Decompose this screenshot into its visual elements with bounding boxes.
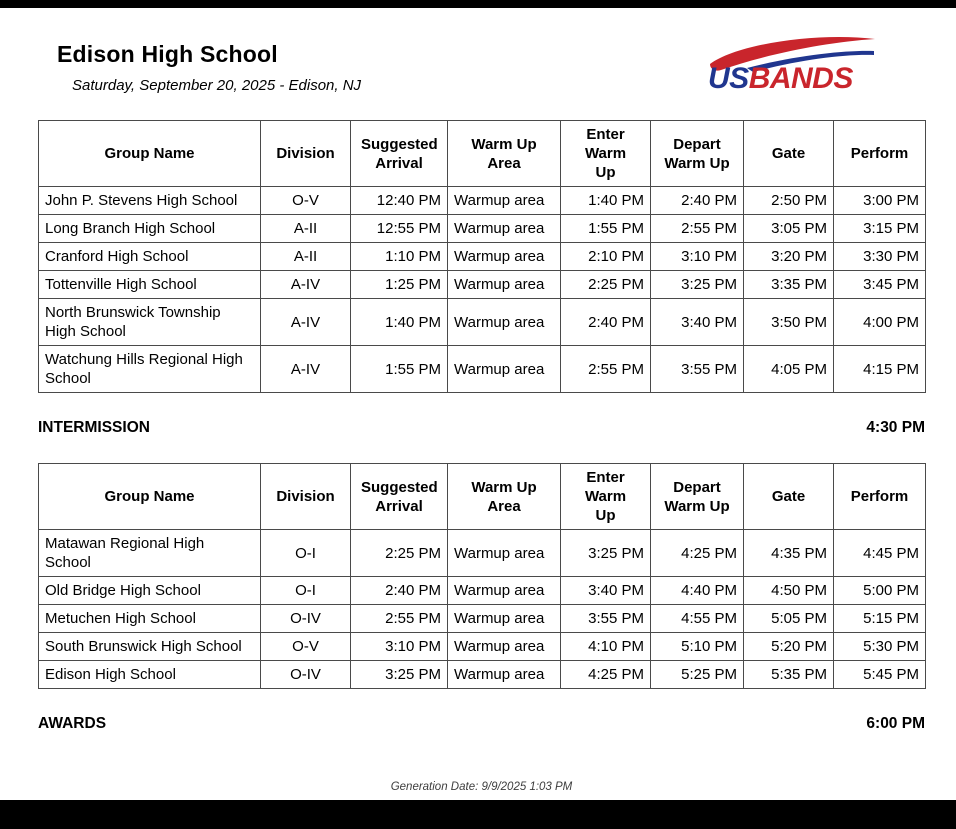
enter-warm-up-cell: 3:40 PM	[561, 577, 651, 605]
group-name-header: Group Name	[39, 464, 261, 530]
perform-cell: 5:30 PM	[834, 633, 926, 661]
division-cell: A-IV	[261, 271, 351, 299]
table-row	[39, 215, 926, 243]
group-name-cell: Cranford High School	[39, 243, 261, 271]
enter-warm-up-cell: 2:25 PM	[561, 271, 651, 299]
perform-header: Perform	[834, 121, 926, 187]
perform-cell: 3:30 PM	[834, 243, 926, 271]
enter-warm-up-cell: 3:55 PM	[561, 605, 651, 633]
group-name-cell: Watchung Hills Regional High School	[39, 346, 261, 393]
warm-up-area-cell: Warmup area	[448, 530, 561, 577]
group-name-cell: Tottenville High School	[39, 271, 261, 299]
table-row	[39, 661, 926, 689]
header-row	[39, 464, 926, 530]
gate-cell: 4:05 PM	[744, 346, 834, 393]
intermission-row	[38, 419, 925, 437]
depart-warm-up-cell: 4:40 PM	[651, 577, 744, 605]
table-row	[39, 346, 926, 393]
enter-warm-up-header: Enter Warm Up	[561, 121, 651, 187]
enter-warm-up-cell: 1:40 PM	[561, 187, 651, 215]
suggested-arrival-cell: 12:40 PM	[351, 187, 448, 215]
enter-warm-up-header: Enter Warm Up	[561, 464, 651, 530]
suggested-arrival-cell: 1:55 PM	[351, 346, 448, 393]
enter-warm-up-cell: 2:55 PM	[561, 346, 651, 393]
suggested-arrival-cell: 2:25 PM	[351, 530, 448, 577]
depart-warm-up-cell: 3:40 PM	[651, 299, 744, 346]
division-cell: O-I	[261, 577, 351, 605]
division-cell: O-V	[261, 633, 351, 661]
depart-warm-up-cell: 3:10 PM	[651, 243, 744, 271]
depart-warm-up-cell: 4:25 PM	[651, 530, 744, 577]
warm-up-area-header: Warm Up Area	[448, 121, 561, 187]
top-letterbox-bar	[0, 0, 956, 8]
depart-warm-up-header: Depart Warm Up	[651, 464, 744, 530]
warm-up-area-cell: Warmup area	[448, 633, 561, 661]
perform-cell: 5:00 PM	[834, 577, 926, 605]
depart-warm-up-cell: 2:55 PM	[651, 215, 744, 243]
perform-cell: 5:45 PM	[834, 661, 926, 689]
gate-cell: 5:20 PM	[744, 633, 834, 661]
division-cell: O-I	[261, 530, 351, 577]
group-name-cell: North Brunswick Township High School	[39, 299, 261, 346]
schedule-table-2	[38, 463, 926, 689]
enter-warm-up-cell: 1:55 PM	[561, 215, 651, 243]
intermission-label: INTERMISSION	[38, 419, 150, 436]
warm-up-area-cell: Warmup area	[448, 346, 561, 393]
gate-header: Gate	[744, 464, 834, 530]
gate-cell: 3:05 PM	[744, 215, 834, 243]
logo-wordmark	[708, 62, 853, 92]
awards-label: AWARDS	[38, 715, 107, 732]
perform-cell: 4:45 PM	[834, 530, 926, 577]
gate-cell: 4:35 PM	[744, 530, 834, 577]
gate-cell: 5:35 PM	[744, 661, 834, 689]
gate-cell: 2:50 PM	[744, 187, 834, 215]
enter-warm-up-cell: 2:40 PM	[561, 299, 651, 346]
table-row	[39, 299, 926, 346]
enter-warm-up-cell: 2:10 PM	[561, 243, 651, 271]
gate-cell: 3:50 PM	[744, 299, 834, 346]
event-date-location: Saturday, September 20, 2025 - Edison, NJ	[72, 77, 362, 94]
division-header: Division	[261, 464, 351, 530]
enter-warm-up-cell: 4:25 PM	[561, 661, 651, 689]
group-name-cell: John P. Stevens High School	[39, 187, 261, 215]
depart-warm-up-cell: 5:10 PM	[651, 633, 744, 661]
depart-warm-up-cell: 3:25 PM	[651, 271, 744, 299]
table-row	[39, 605, 926, 633]
division-cell: O-IV	[261, 661, 351, 689]
warm-up-area-cell: Warmup area	[448, 215, 561, 243]
division-cell: A-II	[261, 215, 351, 243]
header-row	[39, 121, 926, 187]
warm-up-area-header: Warm Up Area	[448, 464, 561, 530]
suggested-arrival-cell: 3:10 PM	[351, 633, 448, 661]
schedule-table-1	[38, 120, 926, 393]
perform-cell: 4:00 PM	[834, 299, 926, 346]
depart-warm-up-cell: 4:55 PM	[651, 605, 744, 633]
perform-header: Perform	[834, 464, 926, 530]
division-cell: A-II	[261, 243, 351, 271]
awards-row	[38, 715, 925, 733]
gate-cell: 3:20 PM	[744, 243, 834, 271]
suggested-arrival-header: Suggested Arrival	[351, 464, 448, 530]
group-name-cell: Edison High School	[39, 661, 261, 689]
warm-up-area-cell: Warmup area	[448, 577, 561, 605]
group-name-cell: Metuchen High School	[39, 605, 261, 633]
suggested-arrival-cell: 2:40 PM	[351, 577, 448, 605]
depart-warm-up-cell: 2:40 PM	[651, 187, 744, 215]
table-row	[39, 633, 926, 661]
warm-up-area-cell: Warmup area	[448, 243, 561, 271]
bottom-letterbox-bar	[0, 800, 956, 829]
perform-cell: 3:15 PM	[834, 215, 926, 243]
group-name-cell: Matawan Regional High School	[39, 530, 261, 577]
suggested-arrival-cell: 1:25 PM	[351, 271, 448, 299]
schedule-document	[0, 8, 956, 800]
depart-warm-up-header: Depart Warm Up	[651, 121, 744, 187]
table-row	[39, 243, 926, 271]
table-row	[39, 530, 926, 577]
suggested-arrival-header: Suggested Arrival	[351, 121, 448, 187]
suggested-arrival-cell: 3:25 PM	[351, 661, 448, 689]
warm-up-area-cell: Warmup area	[448, 661, 561, 689]
logo-text-us: US	[708, 62, 749, 92]
division-cell: O-IV	[261, 605, 351, 633]
warm-up-area-cell: Warmup area	[448, 187, 561, 215]
group-name-cell: Old Bridge High School	[39, 577, 261, 605]
enter-warm-up-cell: 4:10 PM	[561, 633, 651, 661]
group-name-cell: South Brunswick High School	[39, 633, 261, 661]
warm-up-area-cell: Warmup area	[448, 271, 561, 299]
suggested-arrival-cell: 2:55 PM	[351, 605, 448, 633]
suggested-arrival-cell: 1:40 PM	[351, 299, 448, 346]
suggested-arrival-cell: 12:55 PM	[351, 215, 448, 243]
warm-up-area-cell: Warmup area	[448, 299, 561, 346]
perform-cell: 4:15 PM	[834, 346, 926, 393]
perform-cell: 5:15 PM	[834, 605, 926, 633]
awards-time: 6:00 PM	[866, 715, 925, 732]
group-name-cell: Long Branch High School	[39, 215, 261, 243]
logo-text-bands: BANDS	[748, 62, 853, 92]
table-row	[39, 187, 926, 215]
table-row	[39, 271, 926, 299]
gate-cell: 3:35 PM	[744, 271, 834, 299]
group-name-header: Group Name	[39, 121, 261, 187]
perform-cell: 3:45 PM	[834, 271, 926, 299]
depart-warm-up-cell: 3:55 PM	[651, 346, 744, 393]
gate-cell: 5:05 PM	[744, 605, 834, 633]
perform-cell: 3:00 PM	[834, 187, 926, 215]
warm-up-area-cell: Warmup area	[448, 605, 561, 633]
enter-warm-up-cell: 3:25 PM	[561, 530, 651, 577]
depart-warm-up-cell: 5:25 PM	[651, 661, 744, 689]
intermission-time: 4:30 PM	[866, 419, 925, 436]
division-cell: A-IV	[261, 299, 351, 346]
gate-header: Gate	[744, 121, 834, 187]
document-header	[38, 8, 925, 120]
page-title: Edison High School	[57, 41, 278, 67]
table-row	[39, 577, 926, 605]
usbands-logo	[707, 34, 877, 92]
division-cell: A-IV	[261, 346, 351, 393]
suggested-arrival-cell: 1:10 PM	[351, 243, 448, 271]
division-cell: O-V	[261, 187, 351, 215]
division-header: Division	[261, 121, 351, 187]
gate-cell: 4:50 PM	[744, 577, 834, 605]
generation-date: Generation Date: 9/9/2025 1:03 PM	[390, 781, 573, 793]
